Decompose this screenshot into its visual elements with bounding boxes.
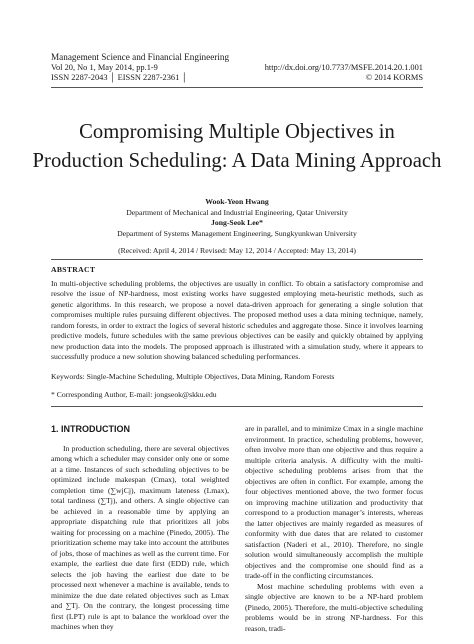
abstract-text: In multi-objective scheduling problems, the objectives are usually in conflict. To obtain a satisfactory compromise and resolve the issue of NP-hardness, most existing works have suggested employing meta-heuristic methods, such as genetic algorithms. In this research, we propose a novel data-driven approach for generating a single solution that compromises multiple rules pursuing different objectives. The proposed method uses a data mining technique, namely, random forests, in order to extract the logics of several historic schedules and aggregate those. Since it involves learning predictive models, future schedules with the same previous objectives can be easily and quickly obtained by applying new production data into the models. The proposed approach is illustrated with a simulation study, where it appears to successfully produce a new solution showing balanced scheduling performances. [51, 278, 423, 361]
journal-name: Management Science and Financial Engineering [51, 52, 230, 62]
author-1-name: Wook-Yeon Hwang [205, 197, 269, 206]
keywords: Keywords: Single-Machine Scheduling, Multiple Objectives, Data Mining, Random Forests [51, 371, 335, 381]
journal-row-1 [51, 63, 423, 74]
right-column [245, 424, 423, 634]
corresponding-author: * Corresponding Author, E-mail: jongseok@skku.edu [51, 390, 217, 399]
section-heading: 1. INTRODUCTION [51, 424, 131, 434]
title-line-2: Production Scheduling: A Data Mining Approach [32, 150, 442, 172]
journal-header [51, 52, 423, 84]
abstract-top-divider [51, 259, 423, 260]
journal-row-2 [51, 73, 423, 84]
header-divider [51, 87, 423, 88]
author-2-name: Jong-Seok Lee* [211, 218, 263, 227]
left-column [51, 424, 229, 633]
abstract-heading: ABSTRACT [51, 265, 96, 274]
abstract-section [51, 265, 423, 401]
paper-title [30, 118, 444, 176]
journal-volume: Vol 20, No 1, May 2014, pp.1-9 [51, 62, 158, 72]
journal-copyright: © 2014 KORMS [365, 73, 423, 83]
right-column-paragraph-2: Most machine scheduling problems with even a single objective are known to be a NP-hard problem (Pinedo, 2005). Therefore, the multi-objective scheduling problems would be in strong NP-hardness. For this reason, tradi- [245, 581, 423, 633]
author-block [40, 197, 434, 257]
author-1-affiliation: Department of Mechanical and Industrial Engineering, Qatar University [126, 207, 348, 217]
right-column-paragraph-1: are in parallel, and to minimize Cmax in a single machine environment. In practice, scheduling problems, however, often involve more than one objective and thus require a multiple criteria analysis. A difficulty with the multi-objective scheduling problems arises from that the objectives are often in conflict. For example, among the four objectives mentioned above, the two former focus on improving machine utilization and productivity that correspond to a production manager’s interests, whereas the latter objectives are mainly regarded as measures of conformity with due dates that are related to customer satisfaction (Naderi et al., 2010). Therefore, no single solution would simultaneously accomplish the multiple objectives and the compromise one should find as a trade-off in the conflicting circumstances. [245, 424, 423, 580]
author-2-affiliation: Department of Systems Management Engineering, Sungkyunkwan University [117, 228, 357, 238]
left-column-paragraph: In production scheduling, there are several objectives among which a scheduler may consider only one or some at a time. Instances of such scheduling objectives to be optimized include makespan (Cmax), total weighted completion time (∑wjCj), maximum lateness (Lmax), total tardiness (∑Tj), and others. A single objective can be achieved in a reasonable time by applying an appropriate dispatching rule that prioritizes all jobs waiting for processing on a machine (Pinedo, 2005). The prioritization scheme may take into account the attributes of jobs, those of machines as well as the current time. For example, the earliest due date first (EDD) rule, which selects the job having the earliest due date to be processed next whenever a machine is available, tends to minimize the due date related objectives such as Lmax and ∑Tj. On the contrary, the longest processing time first (LPT) rule is apt to balance the workload over the machines when they [51, 443, 229, 631]
title-line-1: Compromising Multiple Objectives in [79, 121, 395, 143]
received-dates: (Received: April 4, 2014 / Revised: May 12, 2014 / Accepted: May 13, 2014) [118, 246, 356, 255]
journal-issn: ISSN 2287-2043 │ EISSN 2287-2361 │ [51, 73, 188, 83]
abstract-bottom-divider [51, 406, 423, 407]
journal-doi[interactable]: http://dx.doi.org/10.7737/MSFE.2014.20.1.001 [264, 62, 423, 72]
